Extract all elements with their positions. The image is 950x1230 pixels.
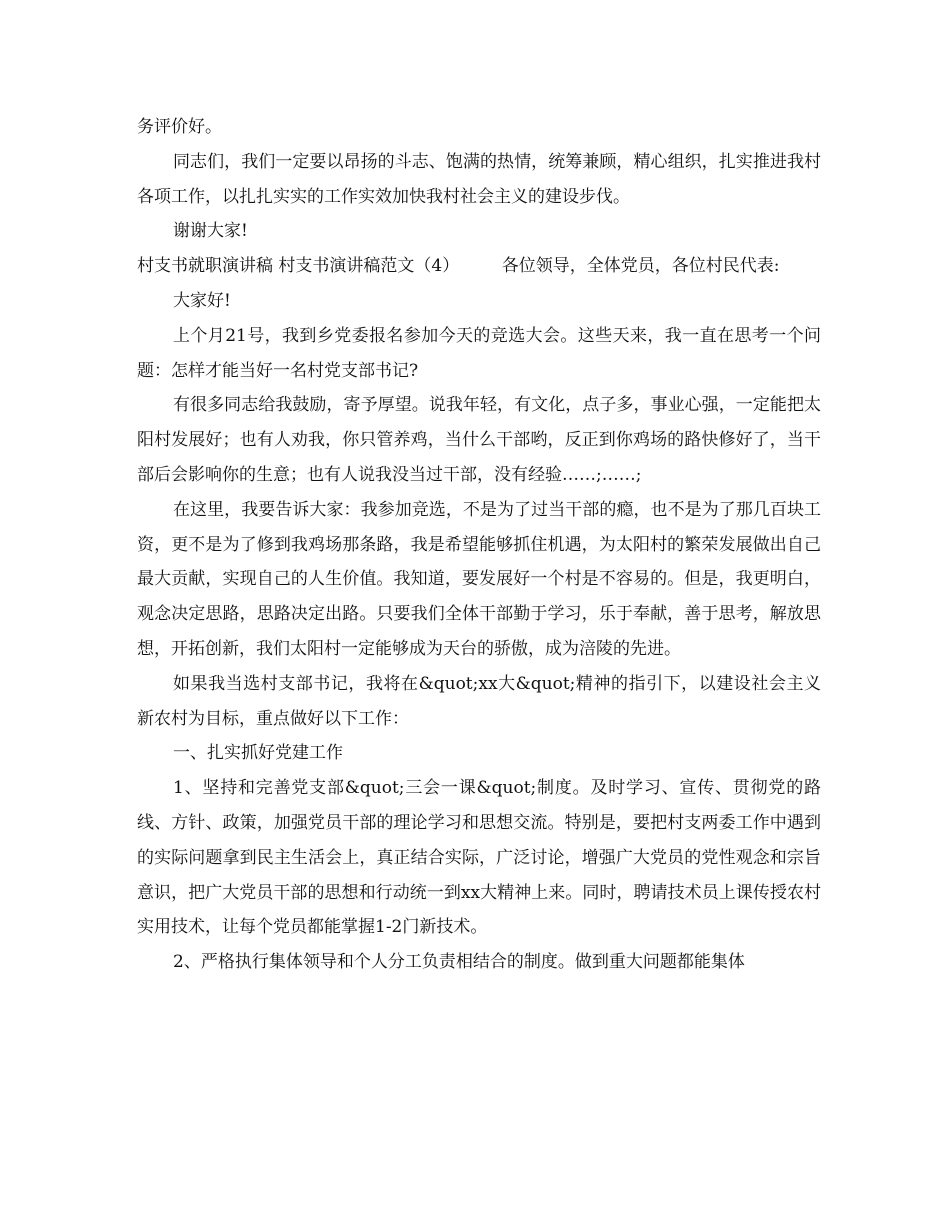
paragraph-2: 同志们，我们一定要以昂扬的斗志、饱满的热情，统筹兼顾，精心组织，扎实推进我村各项工作，以扎扎实实的工作实效加快我村社会主义的建设步伐。 bbox=[137, 151, 821, 207]
paragraph-11: 1、坚持和完善党支部&quot;三会一课&quot;制度。及时学习、宣传、贯彻党的路线、方针、政策，加强党员干部的理论学习和思想交流。特别是，要把村支两委工作中遇到的实际问题拿到民主生活会上，真正结合实际，广泛讨论，增强广大党员的党性观念和宗旨意识，把广大党员干部的思想和行动统一到xx大精神上来。同时，聘请技术员上课传授农村实用技术，让每个党员都能掌握1-2门新技术。 bbox=[137, 778, 821, 938]
paragraph-9: 如果我当选村支部书记，我将在&quot;xx大&quot;精神的指引下，以建设社会主义新农村为目标，重点做好以下工作： bbox=[137, 673, 821, 729]
section-heading-1: 一、扎实抓好党建工作 bbox=[173, 743, 343, 764]
paragraph-7: 有很多同志给我鼓励，寄予厚望。说我年轻，有文化，点子多，事业心强，一定能把太阳村发展好；也有人劝我，你只管养鸡，当什么干部哟，反正到你鸡场的路快修好了，当干部后会影响你的生意；也有人说我没当过干部，没有经验……;……; bbox=[137, 395, 821, 485]
document-page bbox=[137, 110, 821, 980]
paragraph-12: 2、严格执行集体领导和个人分工负责相结合的制度。做到重大问题都能集体 bbox=[173, 952, 745, 973]
paragraph-8: 在这里，我要告诉大家：我参加竞选，不是为了过当干部的瘾，也不是为了那几百块工资，更不是为了修到我鸡场那条路，我是希望能够抓住机遇，为太阳村的繁荣发展做出自己最大贡献，实现自己的人生价值。我知道，要发展好一个村是不容易的。但是，我更明白，观念决定思路，思路决定出路。只要我们全体干部勤于学习，乐于奉献，善于思考，解放思想，开拓创新，我们太阳村一定能够成为天台的骄傲，成为涪陵的先进。 bbox=[137, 499, 821, 659]
paragraph-6: 上个月21号，我到乡党委报名参加今天的竞选大会。这些天来，我一直在思考一个问题：怎样才能当好一名村党支部书记? bbox=[137, 325, 821, 381]
paragraph-1: 务评价好。 bbox=[137, 117, 222, 137]
paragraph-5: 大家好! bbox=[173, 290, 231, 311]
paragraph-3: 谢谢大家! bbox=[173, 221, 248, 242]
paragraph-4-title: 村支书就职演讲稿 村支书演讲稿范文（4） 各位领导，全体党员，各位村民代表: bbox=[137, 256, 780, 277]
